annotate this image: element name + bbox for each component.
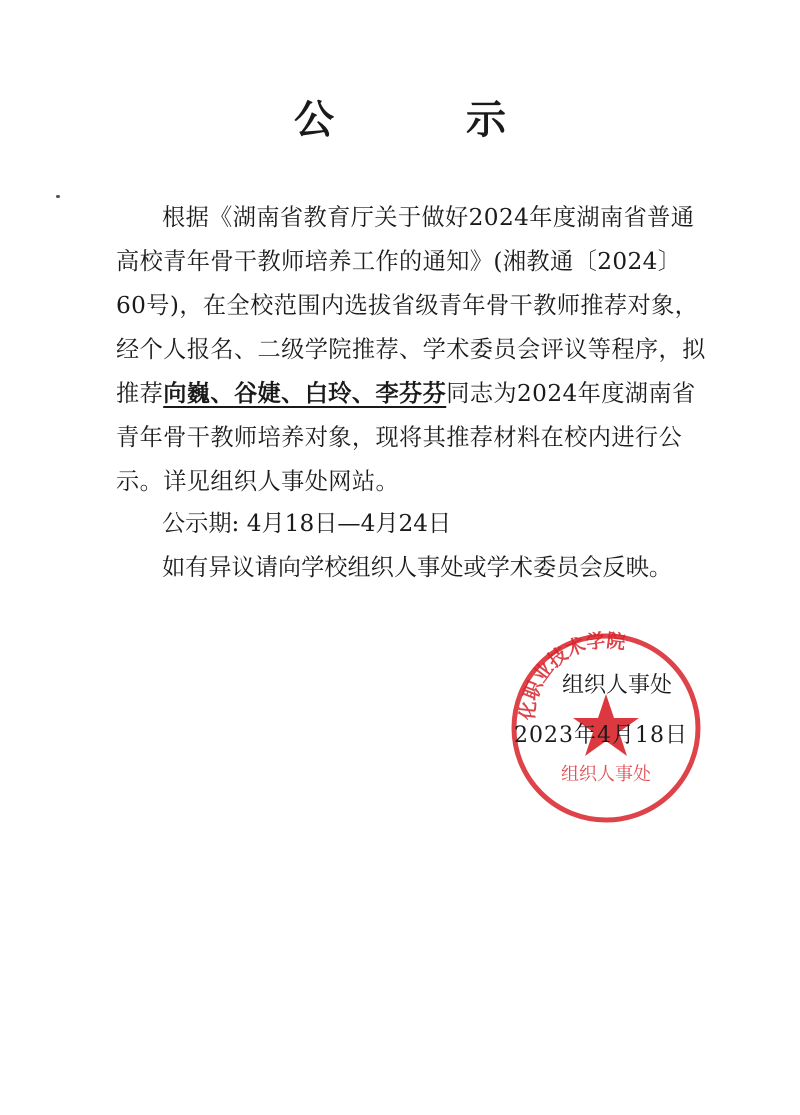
objection-note: 如有异议请向学校组织人事处或学术委员会反映。 [162,554,673,581]
body-text [116,196,706,504]
paragraph-intro: 根据《湖南省教育厅关于做好2024年度湖南省普通高校青年骨干教师培养工作的通知》(湘教通〔2024〕60号)，在全校范围内选拔省级青年骨干教师推荐对象，经个人报名、二级学院推荐、学术委员会评议等程序，拟推荐 [116,204,706,407]
signing-date: 2023年4月18日 [514,723,688,748]
paragraph-outro: 同志为2024年度湖南省青年骨干教师培养对象，现将其推荐材料在校内进行公示。详见组织人事处网站。 [116,380,696,495]
seal-bottom-text: 组织人事处 [561,764,651,785]
signing-department: 组织人事处 [562,673,673,698]
scan-speck [56,195,60,198]
document-title: 公 示 [294,96,552,143]
seal-arc-text: 化职业技术学院 [516,629,627,722]
publicity-period: 公示期: 4月18日—4月24日 [162,510,452,537]
recommended-names: 向巍、谷婕、白玲、李芬芬 [163,380,447,407]
main-paragraph [116,196,706,504]
